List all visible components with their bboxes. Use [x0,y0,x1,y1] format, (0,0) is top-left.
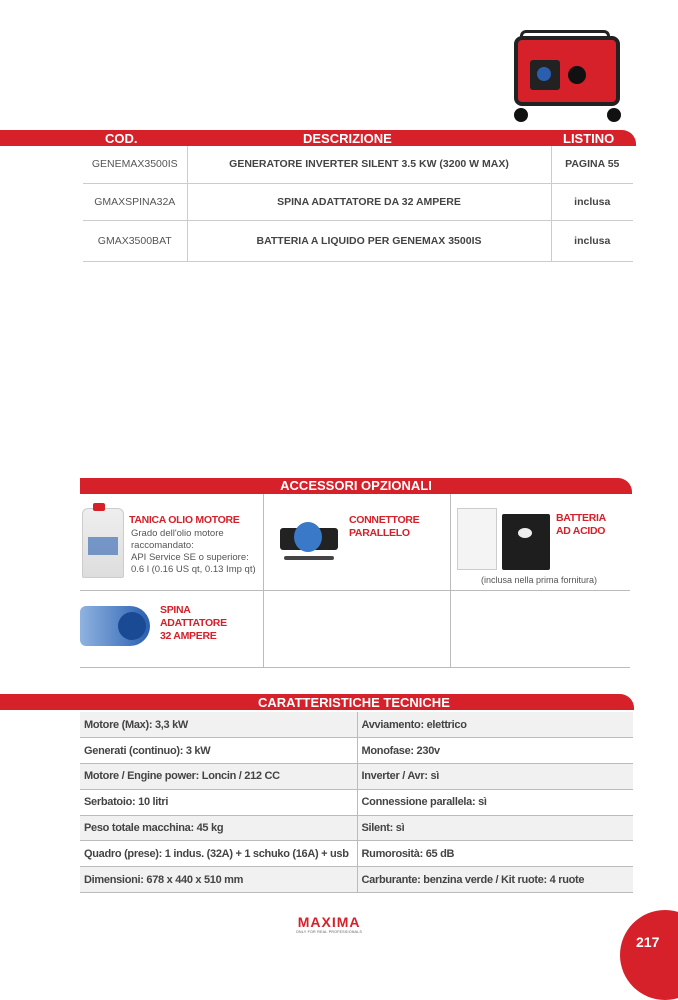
desc-line: 0.6 l (0.16 US qt, 0.13 Imp qt) [131,564,256,575]
table-row [80,815,633,841]
connector-image [280,522,340,572]
accessory-title-battery [556,512,606,538]
code: GENEMAX3500IS [83,146,187,183]
specs-table [80,712,633,893]
title-line: SPINA [160,604,191,616]
spec: Dimensioni: 678 x 440 x 510 mm [80,867,357,893]
accessory-title-plug [160,604,227,643]
plug-image [80,606,150,646]
spec: Motore (Max): 3,3 kW [80,712,357,738]
title-line: CONNETTORE [349,514,420,526]
title-line: BATTERIA [556,512,606,524]
battery-box-image [457,508,497,570]
code: GMAXSPINA32A [83,183,187,220]
product-table [83,146,633,262]
table-row [80,764,633,790]
spec: Silent: sì [357,815,633,841]
spec: Connessione parallela: sì [357,789,633,815]
description: SPINA ADATTATORE DA 32 AMPERE [187,183,551,220]
price: inclusa [551,220,633,261]
logo-text: MAXIMA [297,914,361,930]
spec: Serbatoio: 10 litri [80,789,357,815]
header-cod: COD. [105,131,138,146]
maxima-logo [296,914,362,934]
accessory-desc-oil [131,528,256,576]
description: GENERATORE INVERTER SILENT 3.5 KW (3200 W MAX) [187,146,551,183]
spec: Peso totale macchina: 45 kg [80,815,357,841]
title-line: AD ACIDO [556,525,606,537]
specs-header [0,694,634,710]
accessories-header: ACCESSORI OPZIONALI [80,478,632,494]
spec: Carburante: benzina verde / Kit ruote: 4 ruote [357,867,633,893]
logo-tagline: ONLY FOR REAL PROFESSIONALS [296,930,363,934]
generator-image [510,30,625,122]
table-row [83,220,633,261]
spec: Motore / Engine power: Loncin / 212 CC [80,764,357,790]
table-row [83,146,633,183]
title-line: 32 AMPERE [160,630,217,642]
page-number: 217 [636,934,660,950]
spec: Avviamento: elettrico [357,712,633,738]
page-number-badge [620,910,678,1000]
header-descrizione: DESCRIZIONE [303,131,392,146]
battery-image [502,514,550,570]
table-row [80,738,633,764]
accessory-note-battery: (inclusa nella prima fornitura) [481,575,598,585]
spec: Quadro (prese): 1 indus. (32A) + 1 schuko (16A) + usb [80,841,357,867]
product-table-header [0,130,636,146]
table-row [80,841,633,867]
description: BATTERIA A LIQUIDO PER GENEMAX 3500IS [187,220,551,261]
title-line: PARALLELO [349,527,410,539]
spec: Inverter / Avr: sì [357,764,633,790]
table-row [80,789,633,815]
price: PAGINA 55 [551,146,633,183]
accessories-grid [80,494,630,668]
table-row [80,712,633,738]
header-listino: LISTINO [563,131,615,146]
oil-can-image [82,508,124,578]
table-row [80,867,633,893]
accessory-title-oil: TANICA OLIO MOTORE [129,514,240,526]
desc-line: API Service SE o superiore: [131,552,249,563]
spec: Generati (continuo): 3 kW [80,738,357,764]
spec: Monofase: 230v [357,738,633,764]
specs-title: CARATTERISTICHE TECNICHE [258,695,450,710]
table-row [83,183,633,220]
code: GMAX3500BAT [83,220,187,261]
desc-line: raccomandato: [131,540,194,551]
title-line: ADATTATORE [160,617,227,629]
spec: Rumorosità: 65 dB [357,841,633,867]
desc-line: Grado dell'olio motore [131,528,224,539]
price: inclusa [551,183,633,220]
accessory-title-connector [349,514,419,540]
